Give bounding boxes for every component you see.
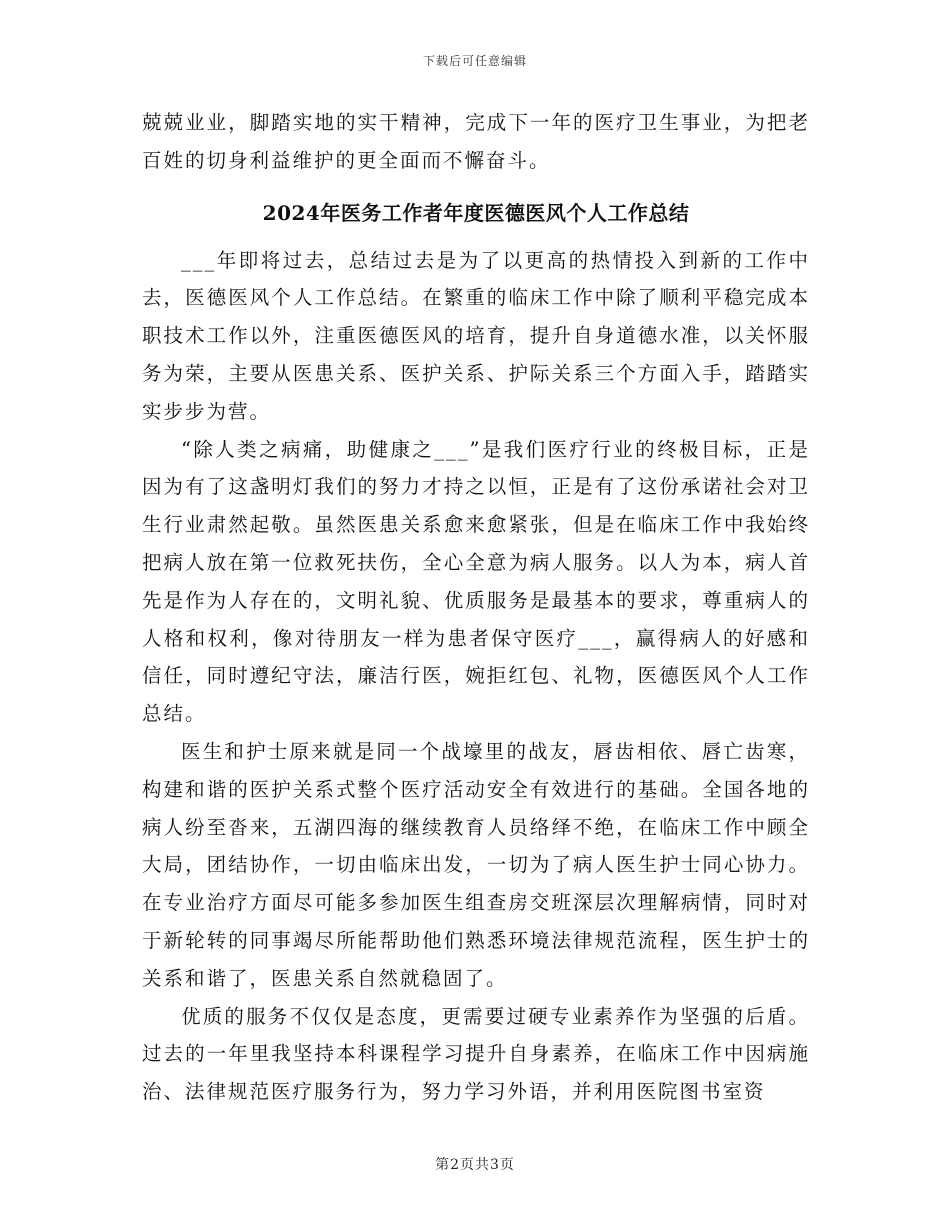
header-note: 下载后可任意编辑 <box>422 54 527 68</box>
body-paragraph: ___年即将过去，总结过去是为了以更高的热情投入到新的工作中去，医德医风个人工作总结。在繁重的临床工作中除了顺利平稳完成本职技术工作以外，注重医德医风的培育，提升自身道德水准，以关怀服务为荣，主要从医患关系、医护关系、护际关系三个方面入手，踏踏实实步步为营。 <box>142 248 810 423</box>
body-paragraph: “除人类之病痛，助健康之___”是我们医疗行业的终极目标，正是因为有了这盏明灯我们的努力才持之以恒，正是有了这份承诺社会对卫生行业肃然起敬。虽然医患关系愈来愈紧张，但是在临床工作中我始终把病人放在第一位救死扶伤，全心全意为病人服务。以人为本，病人首先是作为人存在的，文明礼貌、优质服务是最基本的要求，尊重病人的人格和权利，像对待朋友一样为患者保守医疗___，赢得病人的好感和信任，同时遵纪守法，廉洁行医，婉拒红包、礼物，医德医风个人工作总结。 <box>142 437 810 726</box>
document-title: 2024年医务工作者年度医德医风个人工作总结 <box>262 200 690 225</box>
body-paragraph: 医生和护士原来就是同一个战壕里的战友，唇齿相依、唇亡齿寒，构建和谐的医护关系式整个医疗活动安全有效进行的基础。全国各地的病人纷至沓来，五湖四海的继续教育人员络绎不绝，在临床工作中顾全大局，团结协作，一切由临床出发，一切为了病人医生护士同心协力。在专业治疗方面尽可能多参加医生组查房交班深层次理解病情，同时对于新轮转的同事竭尽所能帮助他们熟悉环境法律规范流程，医生护士的关系和谐了，医患关系自然就稳固了。 <box>142 739 810 990</box>
document-body <box>142 104 810 1111</box>
body-paragraph: 优质的服务不仅仅是态度，更需要过硬专业素养作为坚强的后盾。过去的一年里我坚持本科课程学习提升自身素养，在临床工作中因病施治、法律规范医疗服务行为，努力学习外语，并利用医院图书室资 <box>142 1004 810 1104</box>
intro-paragraph: 兢兢业业，脚踏实地的实干精神，完成下一年的医疗卫生事业，为把老百姓的切身利益维护的更全面而不懈奋斗。 <box>142 111 810 172</box>
page-number: 第2页共3页 <box>435 1157 515 1173</box>
